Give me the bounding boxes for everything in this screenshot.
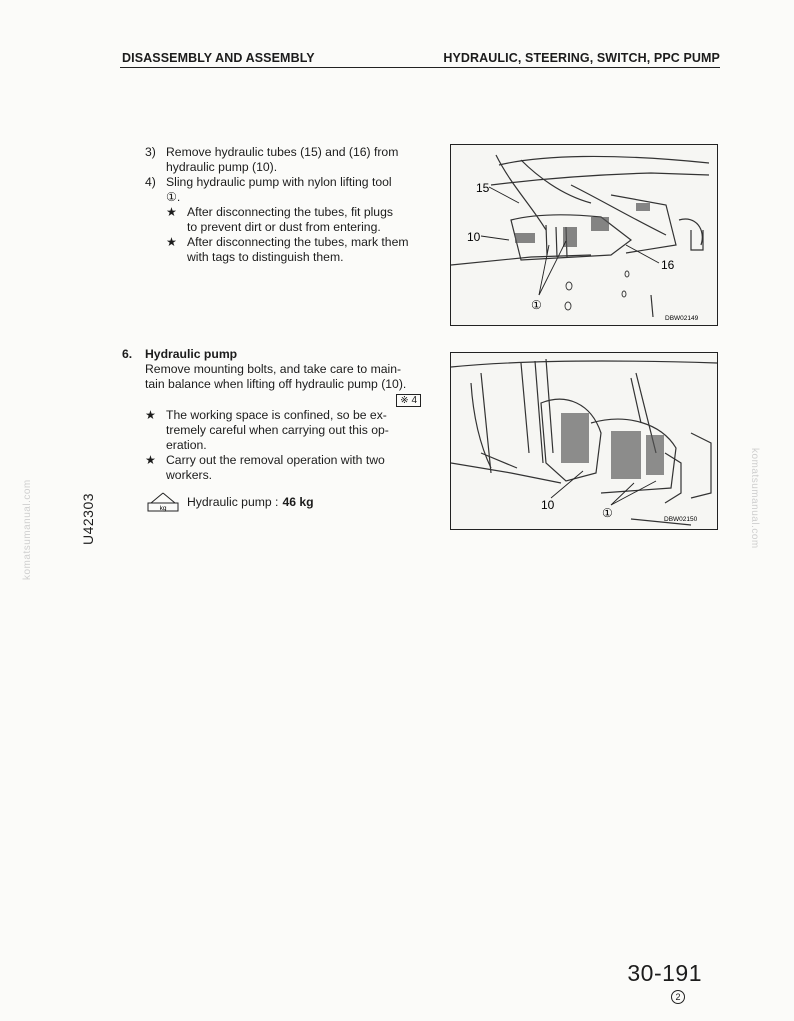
section-line: tain balance when lifting off hydraulic pump (10). bbox=[145, 377, 407, 391]
note-item bbox=[145, 235, 427, 265]
star-icon: ★ bbox=[166, 235, 177, 249]
star-icon: ★ bbox=[145, 453, 156, 467]
note-line: to prevent dirt or dust from entering. bbox=[187, 220, 381, 234]
note-line: The working space is confined, so be ex- bbox=[166, 408, 387, 422]
note-line: After disconnecting the tubes, mark them bbox=[187, 235, 409, 249]
page-number: 30-191 bbox=[627, 960, 702, 986]
note-line: Carry out the removal operation with two bbox=[166, 453, 385, 467]
page-header-title: HYDRAULIC, STEERING, SWITCH, PPC PUMP bbox=[443, 51, 720, 65]
star-icon: ★ bbox=[145, 408, 156, 422]
watermark-right: komatsumanual.com bbox=[749, 448, 760, 549]
section-6-block bbox=[122, 347, 427, 513]
callout-1: ① bbox=[602, 506, 613, 520]
revision-mark: 2 bbox=[671, 990, 685, 1004]
note-item bbox=[145, 453, 427, 483]
figure-code: DBW02149 bbox=[665, 315, 699, 322]
weight-icon-label: kg bbox=[159, 505, 167, 512]
star-icon: ★ bbox=[166, 205, 177, 219]
header-rule bbox=[120, 67, 720, 68]
document-code: U42303 bbox=[80, 492, 96, 545]
weight-icon bbox=[145, 491, 181, 513]
weight-info bbox=[145, 491, 427, 513]
figure-tube-removal bbox=[450, 144, 718, 326]
section-title: Hydraulic pump bbox=[145, 347, 238, 361]
step-line: hydraulic pump (10). bbox=[166, 160, 278, 174]
callout-10: 10 bbox=[541, 498, 555, 512]
note-line: tremely careful when carrying out this op- bbox=[166, 423, 389, 437]
step-3 bbox=[145, 145, 427, 175]
figure-code: DBW02150 bbox=[664, 516, 698, 523]
note-line: with tags to distinguish them. bbox=[187, 250, 344, 264]
weight-label: Hydraulic pump : bbox=[187, 494, 279, 509]
note-line: workers. bbox=[166, 468, 213, 482]
note-line: eration. bbox=[166, 438, 207, 452]
callout-15: 15 bbox=[476, 181, 490, 195]
weight-value: 46 kg bbox=[282, 494, 314, 509]
callout-1: ① bbox=[531, 298, 542, 312]
step-line: Sling hydraulic pump with nylon lifting tool bbox=[166, 175, 392, 189]
step-line: Remove hydraulic tubes (15) and (16) from bbox=[166, 145, 399, 159]
step-number: 4) bbox=[145, 175, 156, 189]
figure-1-drawing bbox=[451, 145, 717, 325]
section-line: Remove mounting bolts, and take care to main- bbox=[145, 362, 402, 376]
step-line: ①. bbox=[166, 190, 181, 204]
step-4 bbox=[145, 175, 427, 205]
callout-16: 16 bbox=[661, 258, 675, 272]
section-6-heading bbox=[122, 347, 427, 362]
figure-2-drawing bbox=[451, 353, 717, 529]
watermark-left: komatsumanual.com bbox=[22, 479, 33, 580]
callout-10: 10 bbox=[467, 230, 481, 244]
note-line: After disconnecting the tubes, fit plugs bbox=[187, 205, 393, 219]
step-number: 3) bbox=[145, 145, 156, 159]
figure-pump-lifting bbox=[450, 352, 718, 530]
note-item bbox=[145, 408, 427, 453]
steps-block bbox=[145, 145, 427, 265]
section-number: 6. bbox=[122, 347, 133, 361]
section-header: DISASSEMBLY AND ASSEMBLY bbox=[122, 51, 315, 65]
reference-box: ※ 4 bbox=[396, 394, 421, 407]
note-item bbox=[145, 205, 427, 235]
